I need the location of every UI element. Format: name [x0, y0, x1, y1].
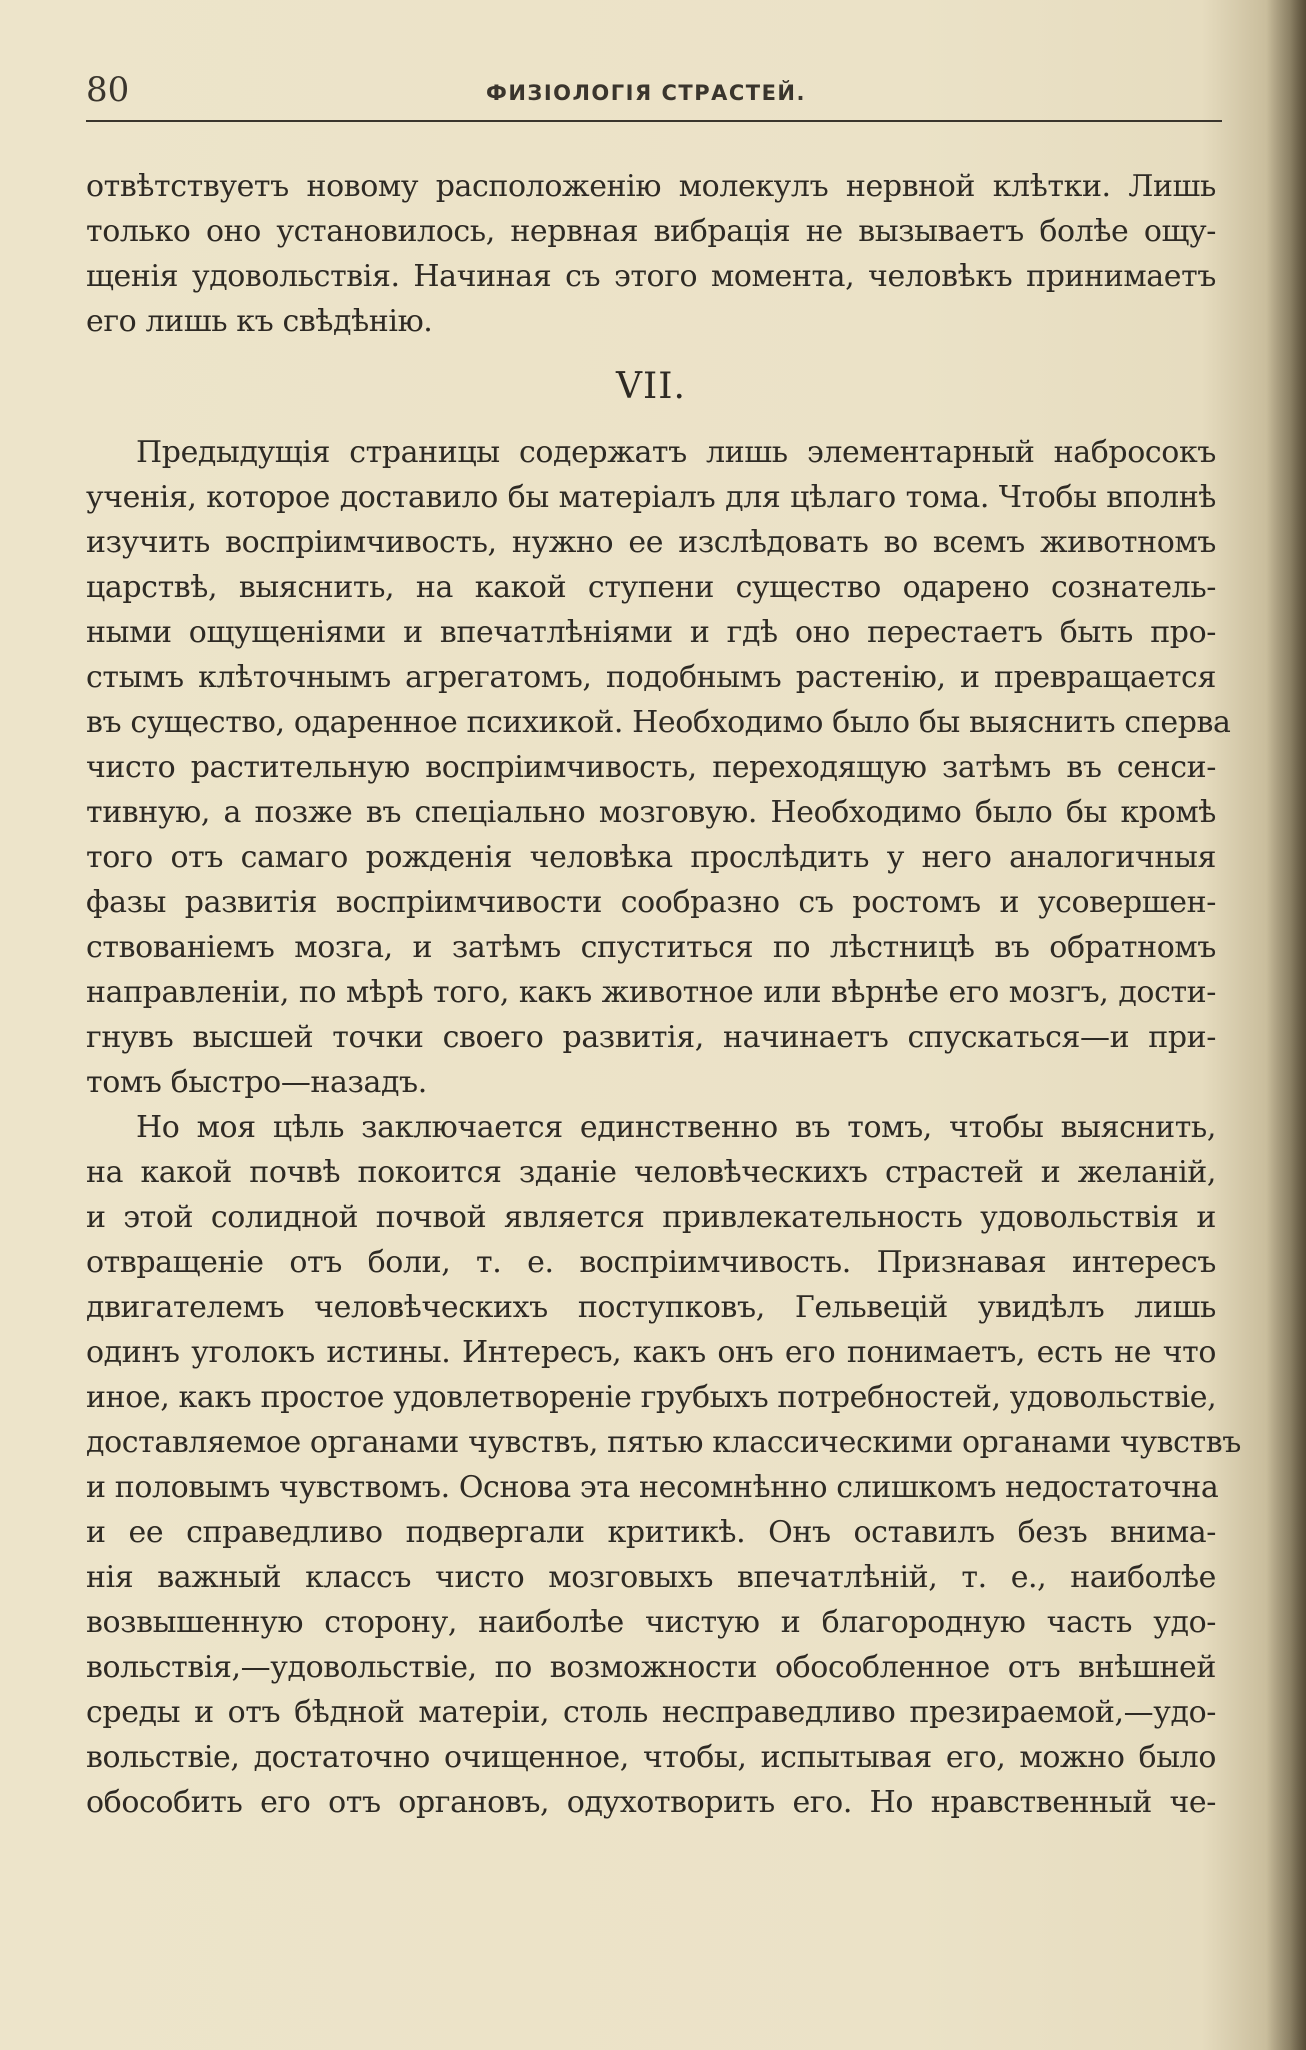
paragraph-1 — [86, 164, 1216, 344]
running-title: ФИЗІОЛОГІЯ СТРАСТЕЙ. — [486, 81, 806, 105]
text-line: и ее справедливо подвергали критикѣ. Онъ оставилъ безъ внима- — [86, 1515, 1216, 1550]
text-line: ученія, которое доставило бы матеріалъ для цѣлаго тома. Чтобы вполнѣ — [86, 480, 1216, 515]
text-line: отвращеніе отъ боли, т. е. воспріимчивость. Признавая интересъ — [86, 1245, 1216, 1280]
body-text — [86, 164, 1241, 1825]
text-line: томъ быстро—назадъ. — [86, 1065, 427, 1100]
text-line: вольствіе, достаточно очищенное, чтобы, испытывая его, можно было — [86, 1740, 1216, 1775]
text-line: стымъ клѣточнымъ агрегатомъ, подобнымъ растенію, и превращается — [86, 660, 1216, 695]
text-line: обособить его отъ органовъ, одухотворить его. Но нравственный че- — [86, 1785, 1216, 1820]
text-line: фазы развитія воспріимчивости сообразно съ ростомъ и усовершен- — [86, 885, 1216, 920]
text-line: тивную, а позже въ спеціально мозговую. Необходимо было бы кромѣ — [86, 795, 1216, 830]
text-line: гнувъ высшей точки своего развитія, начинаетъ спускаться—и при- — [86, 1020, 1216, 1055]
text-line: чисто растительную воспріимчивость, переходящую затѣмъ въ сенси- — [86, 750, 1216, 785]
text-line: доставляемое органами чувствъ, пятью классическими органами чувствъ — [86, 1425, 1241, 1460]
page-number: 80 — [86, 70, 130, 110]
text-line: только оно установилось, нервная вибрація не вызываетъ болѣе ощу- — [86, 214, 1216, 249]
text-line: ными ощущеніями и впечатлѣніями и гдѣ оно перестаетъ быть про- — [86, 615, 1216, 650]
section-heading: VII. — [616, 366, 686, 407]
text-line: щенія удовольствія. Начиная съ этого момента, человѣкъ принимаетъ — [86, 259, 1216, 294]
text-line: нія важный классъ чисто мозговыхъ впечатлѣній, т. е., наиболѣе — [86, 1560, 1216, 1595]
text-line: вольствія,—удовольствіе, по возможности обособленное отъ внѣшней — [86, 1650, 1216, 1685]
paragraph-2 — [86, 430, 1231, 1105]
text-line: на какой почвѣ покоится зданіе человѣческихъ страстей и желаній, — [86, 1155, 1216, 1190]
text-line: того отъ самаго рожденія человѣка прослѣдить у него аналогичныя — [86, 840, 1216, 875]
text-line: Но моя цѣль заключается единственно въ томъ, чтобы выяснить, — [136, 1110, 1216, 1145]
text-line: Предыдущія страницы содержатъ лишь элементарный набросокъ — [136, 435, 1216, 470]
text-line: среды и отъ бѣдной матеріи, столь несправедливо презираемой,—удо- — [86, 1695, 1216, 1730]
paragraph-3 — [86, 1105, 1241, 1825]
text-line: его лишь къ свѣдѣнію. — [86, 304, 433, 339]
text-line: и половымъ чувствомъ. Основа эта несомнѣнно слишкомъ недостаточна — [86, 1470, 1219, 1505]
text-line: иное, какъ простое удовлетвореніе грубыхъ потребностей, удовольствіе, — [86, 1380, 1217, 1415]
spine-shadow — [1266, 0, 1306, 2050]
page-header — [86, 70, 1222, 122]
text-line: возвышенную сторону, наиболѣе чистую и благородную часть удо- — [86, 1605, 1216, 1640]
text-line: отвѣтствуетъ новому расположенію молекулъ нервной клѣтки. Лишь — [86, 169, 1216, 204]
text-line: одинъ уголокъ истины. Интересъ, какъ онъ его понимаетъ, есть не что — [86, 1335, 1216, 1370]
text-line: изучить воспріимчивость, нужно ее изслѣдовать во всемъ животномъ — [86, 525, 1216, 560]
text-line: двигателемъ человѣческихъ поступковъ, Гельвецій увидѣлъ лишь — [86, 1290, 1216, 1325]
text-line: и этой солидной почвой является привлекательность удовольствія и — [86, 1200, 1216, 1235]
text-line: въ существо, одаренное психикой. Необходимо было бы выяснить сперва — [86, 705, 1231, 740]
text-line: направленіи, по мѣрѣ того, какъ животное или вѣрнѣе его мозгъ, дости- — [86, 975, 1216, 1010]
text-line: царствѣ, выяснить, на какой ступени существо одарено сознатель- — [86, 570, 1216, 605]
text-line: ствованіемъ мозга, и затѣмъ спуститься по лѣстницѣ въ обратномъ — [86, 930, 1216, 965]
